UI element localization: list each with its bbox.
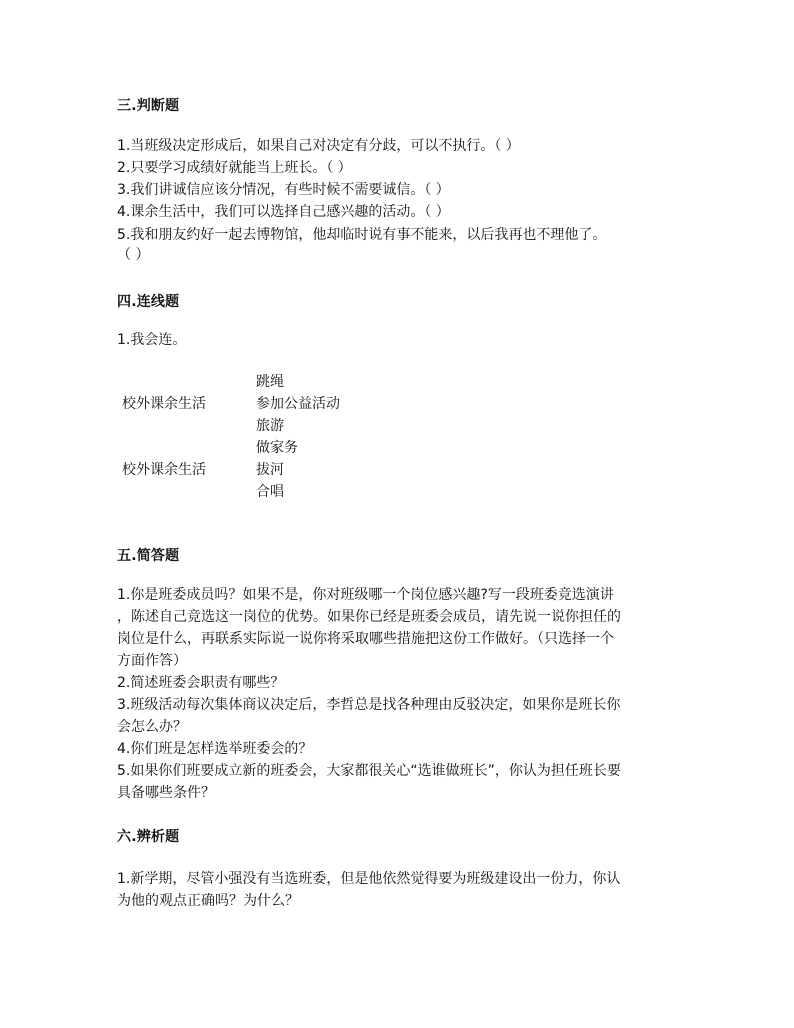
judgment-item-4: 4.课余生活中，我们可以选择自己感兴趣的活动。（ ） <box>117 204 450 220</box>
short-answer-line: 5.如果你们班要成立新的班委会，大家都很关心“选谁做班长”，你认为担任班长要 <box>117 763 621 779</box>
short-answer-line: 4.你们班是怎样选举班委会的？ <box>117 741 313 757</box>
short-answer-line: 方面作答） <box>117 653 187 669</box>
matching-right-item: 参加公益活动 <box>256 396 340 412</box>
matching-right-item: 旅游 <box>256 418 284 434</box>
analysis-line: 为他的观点正确吗？为什么？ <box>117 893 299 909</box>
short-answer-line: ，陈述自己竞选这一岗位的优势。如果你已经是班委会成员，请先说一说你担任的 <box>117 609 621 625</box>
judgment-item-5-cont: （ ） <box>117 247 150 263</box>
analysis-line: 1.新学期，尽管小强没有当选班委，但是他依然觉得要为班级建设出一份力，你认 <box>117 871 621 887</box>
section-3-title: 三.判断题 <box>117 98 180 114</box>
judgment-item-2: 2.只要学习成绩好就能当上班长。（ ） <box>117 160 352 176</box>
matching-question: 1.我会连。 <box>117 332 187 348</box>
matching-right-item: 做家务 <box>256 440 298 456</box>
short-answer-line: 3.班级活动每次集体商议决定后，李哲总是找各种理由反驳决定，如果你是班长你 <box>117 697 621 713</box>
matching-right-item: 合唱 <box>256 484 284 500</box>
short-answer-line: 具备哪些条件？ <box>117 785 215 801</box>
short-answer-line: 会怎么办？ <box>117 719 187 735</box>
matching-left-item: 校外课余生活 <box>122 396 206 412</box>
short-answer-line: 1.你是班委成员吗？如果不是，你对班级哪一个岗位感兴趣?写一段班委竞选演讲 <box>117 587 614 603</box>
section-6-title: 六.辨析题 <box>117 829 180 845</box>
judgment-item-1: 1.当班级决定形成后，如果自己对决定有分歧，可以不执行。（ ） <box>117 138 520 154</box>
judgment-item-3: 3.我们讲诚信应该分情况，有些时候不需要诚信。（ ） <box>117 182 450 198</box>
matching-right-item: 拔河 <box>256 462 284 478</box>
judgment-item-5: 5.我和朋友约好一起去博物馆，他却临时说有事不能来，以后我再也不理他了。 <box>117 227 607 243</box>
section-4-title: 四.连线题 <box>117 294 180 310</box>
section-5-title: 五.简答题 <box>117 548 180 564</box>
short-answer-line: 2.简述班委会职责有哪些？ <box>117 675 285 691</box>
matching-right-item: 跳绳 <box>256 374 284 390</box>
short-answer-line: 岗位是什么，再联系实际说一说你将采取哪些措施把这份工作做好。（只选择一个 <box>117 631 614 647</box>
matching-left-item: 校外课余生活 <box>122 462 206 478</box>
